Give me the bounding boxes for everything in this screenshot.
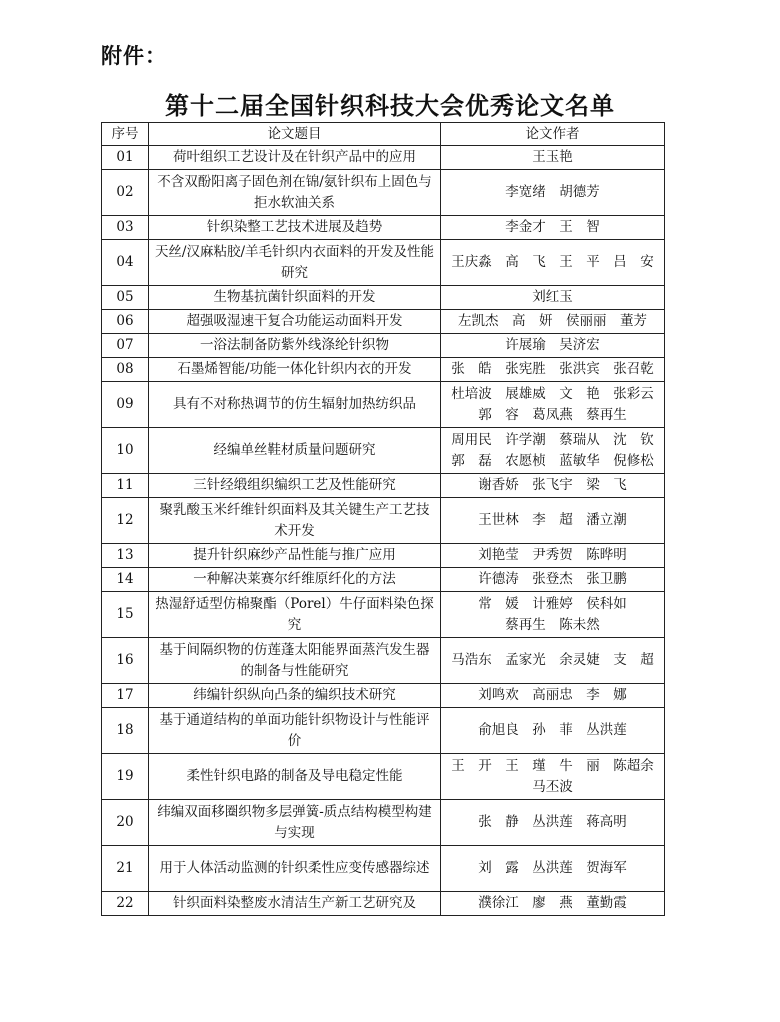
row-authors: 刘艳莹 尹秀贺 陈晔明: [441, 544, 665, 568]
row-authors: 濮徐江 廖 燕 董勤霞: [441, 892, 665, 916]
header-paper-title: 论文题目: [149, 123, 441, 146]
row-number: 20: [102, 800, 149, 846]
row-paper-title: 超强吸湿速干复合功能运动面料开发: [149, 310, 441, 334]
row-authors: 王玉艳: [441, 146, 665, 170]
table-row: [102, 382, 665, 428]
row-authors: 王庆淼 高 飞 王 平 吕 安: [441, 240, 665, 286]
row-number: 12: [102, 498, 149, 544]
row-number: 15: [102, 592, 149, 638]
row-paper-title: 具有不对称热调节的仿生辐射加热纺织品: [149, 382, 441, 428]
row-paper-title: 生物基抗菌针织面料的开发: [149, 286, 441, 310]
table-row: [102, 498, 665, 544]
row-authors: 李宽绪 胡德芳: [441, 170, 665, 216]
table-row: [102, 428, 665, 474]
row-paper-title: 天丝/汉麻粘胶/羊毛针织内衣面料的开发及性能研究: [149, 240, 441, 286]
row-number: 03: [102, 216, 149, 240]
row-paper-title: 基于通道结构的单面功能针织物设计与性能评价: [149, 708, 441, 754]
row-authors: 杜培波 展雄威 文 艳 张彩云 郭 容 葛凤燕 蔡再生: [441, 382, 665, 428]
header-authors: 论文作者: [441, 123, 665, 146]
row-number: 11: [102, 474, 149, 498]
row-paper-title: 热湿舒适型仿棉聚酯（Porel）牛仔面料染色探究: [149, 592, 441, 638]
header-number: 序号: [102, 123, 149, 146]
row-paper-title: 经编单丝鞋材质量问题研究: [149, 428, 441, 474]
row-paper-title: 一浴法制备防紫外线涤纶针织物: [149, 334, 441, 358]
row-authors: 左凯杰 高 妍 侯丽丽 董芳: [441, 310, 665, 334]
row-number: 09: [102, 382, 149, 428]
row-paper-title: 纬编针织纵向凸条的编织技术研究: [149, 684, 441, 708]
table-row: [102, 474, 665, 498]
table-row: [102, 216, 665, 240]
row-paper-title: 聚乳酸玉米纤维针织面料及其关键生产工艺技术开发: [149, 498, 441, 544]
paper-list-table: [101, 122, 665, 916]
row-number: 08: [102, 358, 149, 382]
table-row: [102, 358, 665, 382]
row-number: 02: [102, 170, 149, 216]
row-authors: 刘鸣欢 高丽忠 李 娜: [441, 684, 665, 708]
row-paper-title: 提升针织麻纱产品性能与推广应用: [149, 544, 441, 568]
row-number: 18: [102, 708, 149, 754]
row-authors: 李金才 王 智: [441, 216, 665, 240]
table-header-row: [102, 123, 665, 146]
row-number: 14: [102, 568, 149, 592]
row-paper-title: 三针经缎组织编织工艺及性能研究: [149, 474, 441, 498]
table-row: [102, 684, 665, 708]
row-paper-title: 针织染整工艺技术进展及趋势: [149, 216, 441, 240]
table-row: [102, 846, 665, 892]
table-row: [102, 568, 665, 592]
row-authors: 常 媛 计雅婷 侯科如 蔡再生 陈未然: [441, 592, 665, 638]
row-authors: 王 开 王 瑾 牛 丽 陈超余 马丕波: [441, 754, 665, 800]
row-authors: 张 皓 张宪胜 张洪宾 张召乾: [441, 358, 665, 382]
row-authors: 周用民 许学潮 蔡瑞从 沈 钦 郭 磊 农愿桢 蓝敏华 倪修松: [441, 428, 665, 474]
table-row: [102, 800, 665, 846]
row-paper-title: 一种解决莱赛尔纤维原纤化的方法: [149, 568, 441, 592]
row-paper-title: 基于间隔织物的仿莲蓬太阳能界面蒸汽发生器的制备与性能研究: [149, 638, 441, 684]
table-row: [102, 310, 665, 334]
row-number: 07: [102, 334, 149, 358]
row-number: 22: [102, 892, 149, 916]
row-number: 16: [102, 638, 149, 684]
row-number: 21: [102, 846, 149, 892]
row-number: 01: [102, 146, 149, 170]
row-paper-title: 荷叶组织工艺设计及在针织产品中的应用: [149, 146, 441, 170]
row-number: 19: [102, 754, 149, 800]
table-row: [102, 754, 665, 800]
document-title: 第十二届全国针织科技大会优秀论文名单: [165, 92, 615, 120]
table-row: [102, 592, 665, 638]
row-paper-title: 柔性针织电路的制备及导电稳定性能: [149, 754, 441, 800]
row-number: 13: [102, 544, 149, 568]
row-authors: 俞旭良 孙 菲 丛洪莲: [441, 708, 665, 754]
row-number: 04: [102, 240, 149, 286]
row-authors: 许德涛 张登杰 张卫鹏: [441, 568, 665, 592]
row-authors: 王世林 李 超 潘立潮: [441, 498, 665, 544]
table-row: [102, 638, 665, 684]
table-row: [102, 892, 665, 916]
row-authors: 谢香娇 张飞宇 梁 飞: [441, 474, 665, 498]
row-number: 17: [102, 684, 149, 708]
row-paper-title: 石墨烯智能/功能一体化针织内衣的开发: [149, 358, 441, 382]
table-row: [102, 146, 665, 170]
row-number: 05: [102, 286, 149, 310]
row-number: 06: [102, 310, 149, 334]
table-row: [102, 708, 665, 754]
row-authors: 许展瑜 吴济宏: [441, 334, 665, 358]
row-authors: 刘 露 丛洪莲 贺海军: [441, 846, 665, 892]
attachment-label: 附件：: [101, 44, 167, 68]
row-authors: 马浩东 孟家光 余灵婕 支 超: [441, 638, 665, 684]
table-row: [102, 170, 665, 216]
row-authors: 刘红玉: [441, 286, 665, 310]
row-paper-title: 用于人体活动监测的针织柔性应变传感器综述: [149, 846, 441, 892]
row-paper-title: 不含双酚阳离子固色剂在锦/氨针织布上固色与拒水软油关系: [149, 170, 441, 216]
row-paper-title: 针织面料染整废水清洁生产新工艺研究及: [149, 892, 441, 916]
row-paper-title: 纬编双面移圈织物多层弹簧-质点结构模型构建与实现: [149, 800, 441, 846]
row-authors: 张 静 丛洪莲 蒋高明: [441, 800, 665, 846]
table-row: [102, 544, 665, 568]
table-row: [102, 240, 665, 286]
table-row: [102, 286, 665, 310]
table-row: [102, 334, 665, 358]
row-number: 10: [102, 428, 149, 474]
